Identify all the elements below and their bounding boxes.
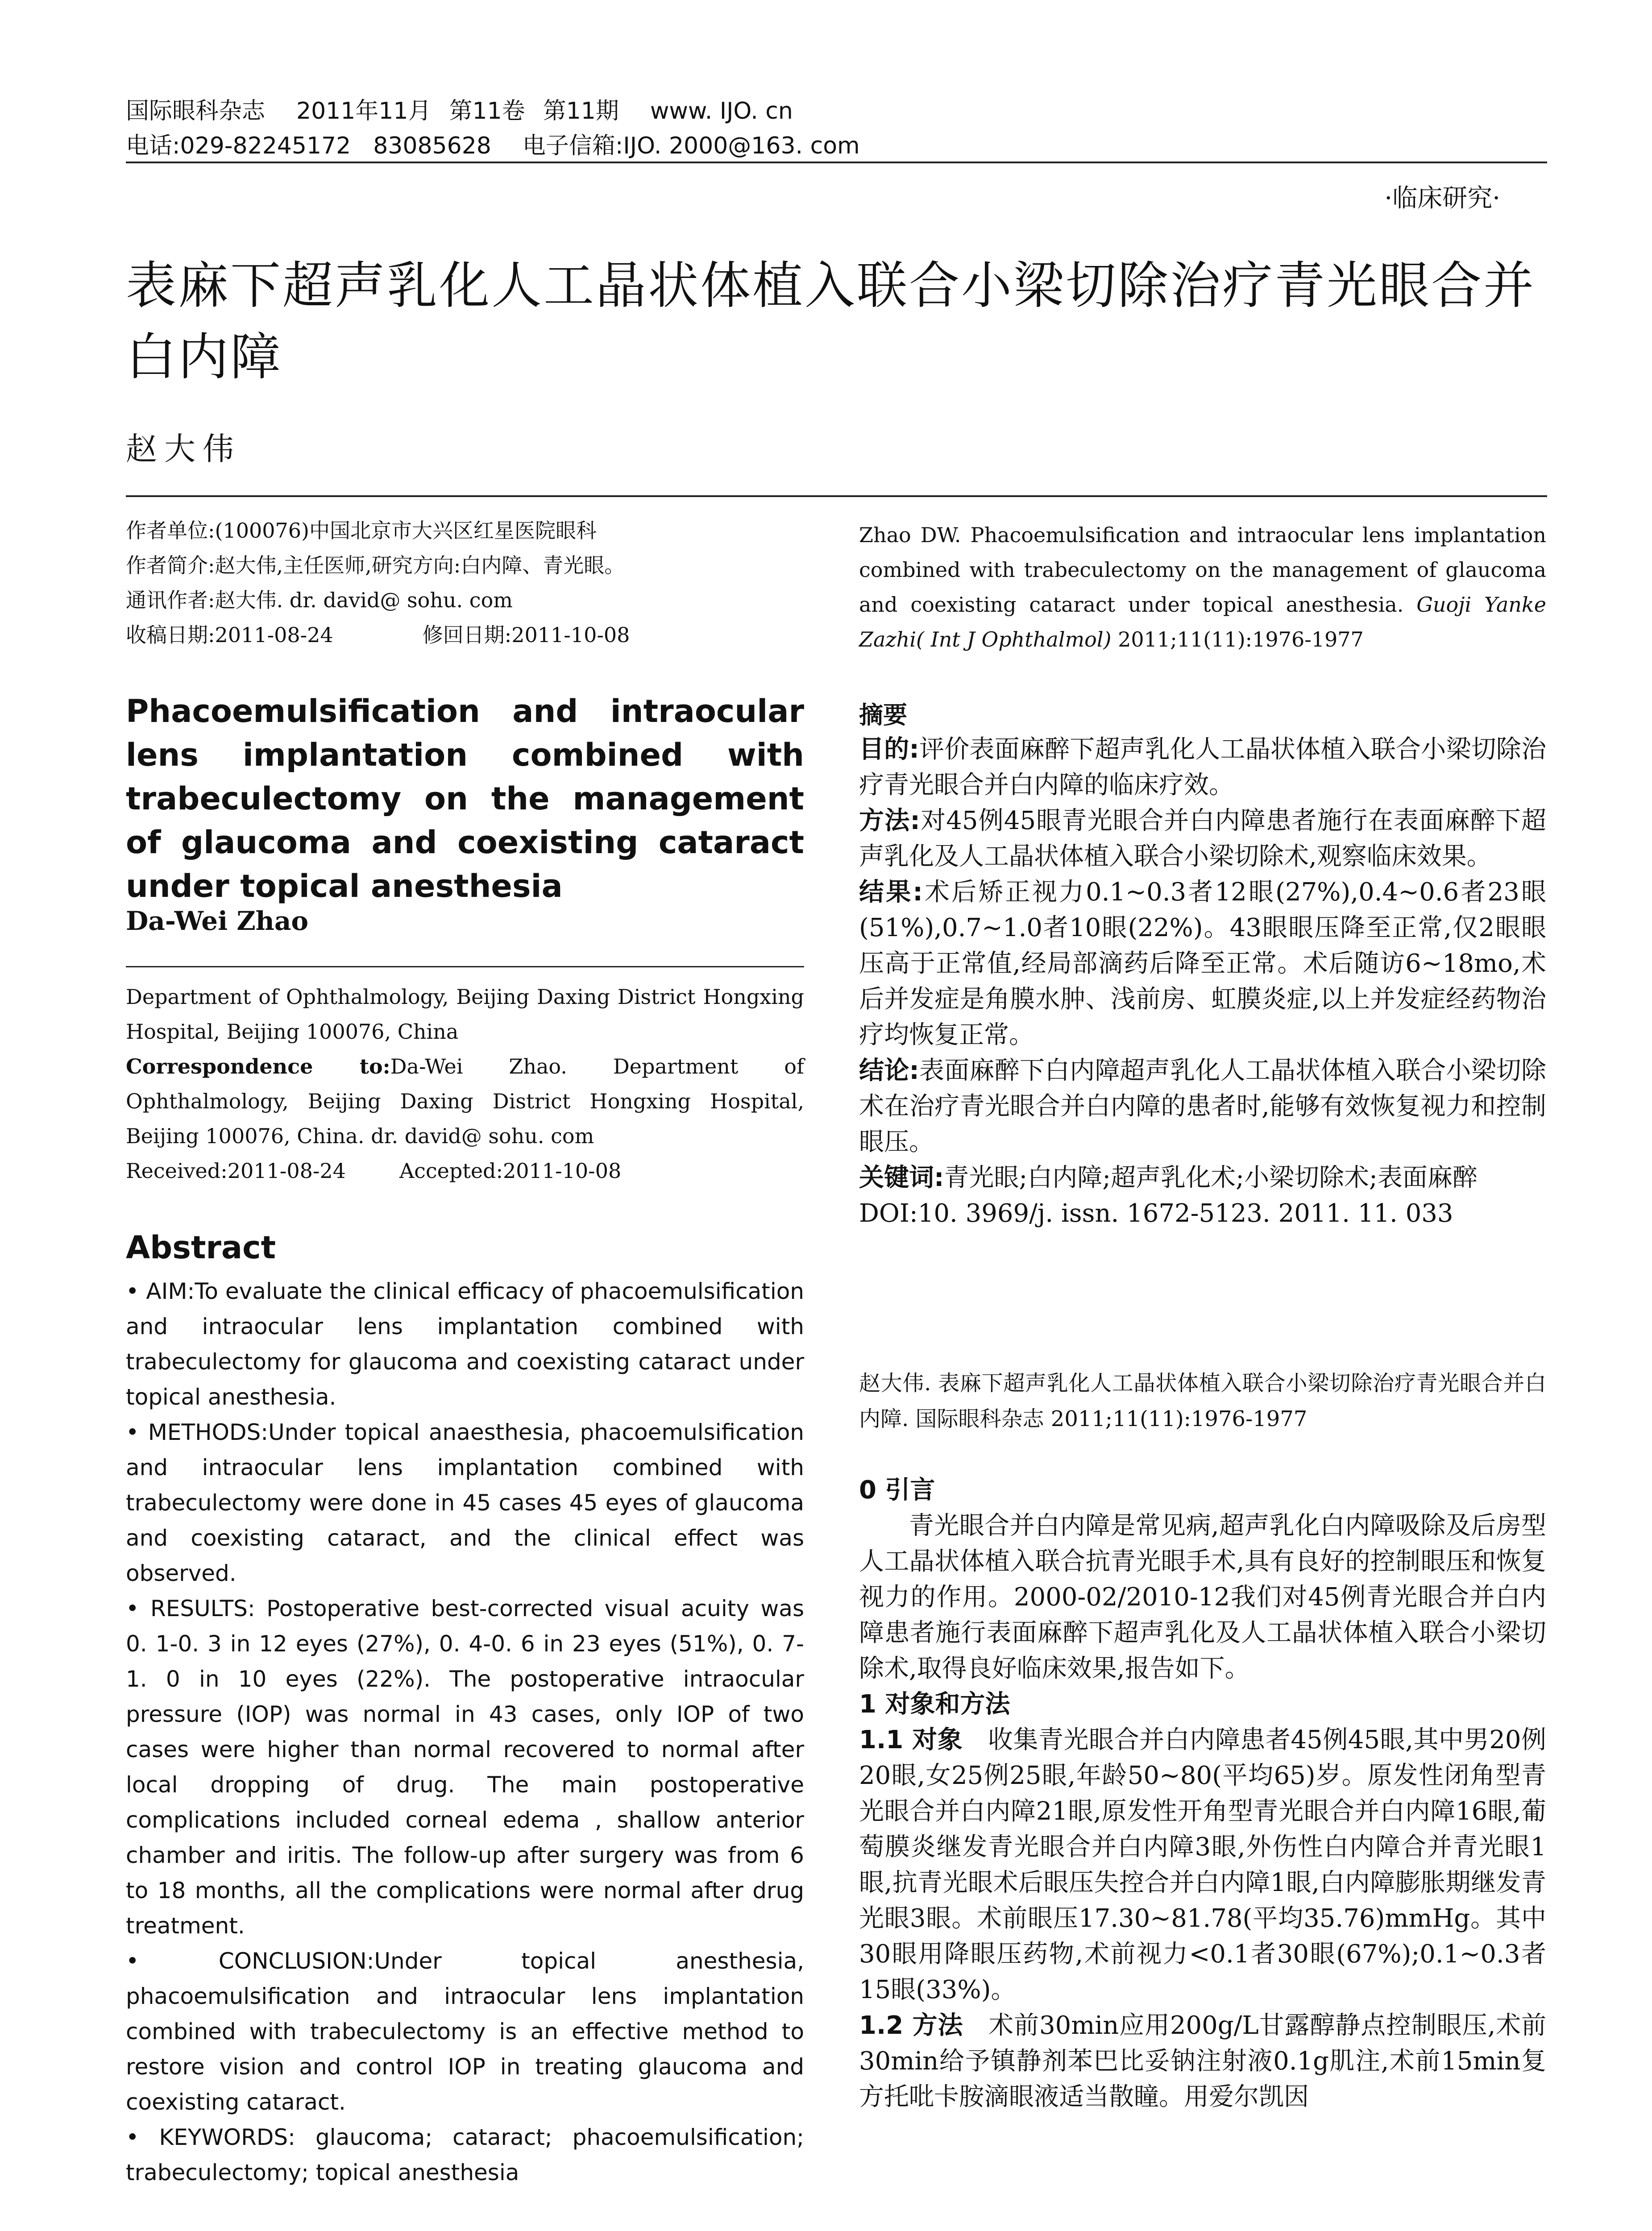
aim-cn-label: 目的: [859, 735, 919, 764]
results-cn-label: 结果: [859, 878, 923, 907]
received-date-cn: 收稿日期:2011-08-24 [126, 623, 333, 647]
citation-en-text: Zhao DW. Phacoemulsification and intraocular lens implantation combined with trabeculectomy on the management of glaucoma and coexisting cataract under topical anesthesia. [859, 523, 1546, 617]
author-info [126, 513, 804, 652]
section-1-1-text: 收集青光眼合并白内障患者45例45眼,其中男20例20眼,女25例25眼,年龄50~80(平均65)岁。原发性闭角型青光眼合并白内障21眼,原发性开角型青光眼合并白内障16眼,葡萄膜炎继发青光眼合并白内障3眼,外伤性白内障合并青光眼1眼,抗青光眼术后眼压失控合并白内障1眼,白内障膨胀期继发青光眼3眼。术前眼压17.30~81.78(平均35.76)mmHg。其中30眼用降眼压药物,术前视力<0.1者30眼(67%);0.1~0.3者15眼(33%)。 [859, 1725, 1547, 2004]
correspondence-label: Correspondence to: [126, 1054, 390, 1078]
keywords-cn-label: 关键词: [859, 1163, 944, 1192]
conclusion-cn: 表面麻醉下白内障超声乳化人工晶状体植入联合小梁切除术在治疗青光眼合并白内障的患者时,能够有效恢复视力和控制眼压。 [859, 1056, 1546, 1157]
conclusion-cn-label: 结论: [859, 1056, 919, 1085]
received-date-en: Received:2011-08-24 [126, 1159, 346, 1183]
section-1-2-text: 术前30min应用200g/L甘露醇静点控制眼压,术前30min给予镇静剂苯巴比妥钠注射液0.1g肌注,术前15min复方托吡卡胺滴眼液适当散瞳。用爱尔凯因 [859, 2011, 1546, 2111]
running-head [126, 94, 860, 163]
methods-cn: 对45例45眼青光眼合并白内障患者施行在表面麻醉下超声乳化及人工晶状体植入联合小梁切除术,观察临床效果。 [859, 806, 1546, 871]
doi[interactable]: DOI:10. 3969/j. issn. 1672-5123. 2011. 11. 033 [859, 1199, 1453, 1228]
abstract-en [126, 1274, 804, 2190]
abstract-keywords: • KEYWORDS: glaucoma; cataract; phacoemulsification; trabeculectomy; topical anesthesia [126, 2124, 804, 2185]
website-link[interactable]: www. IJO. cn [650, 98, 793, 124]
author-unit: 作者单位:(100076)中国北京市大兴区红星医院眼科 [126, 518, 597, 543]
issue-date: 2011年11月 [296, 98, 432, 124]
abstract-cn [859, 732, 1546, 1232]
section-label: ·临床研究· [1384, 184, 1500, 213]
affiliation [126, 979, 804, 1188]
title-rule [126, 495, 1547, 497]
methods-cn-label: 方法: [859, 806, 920, 835]
intro-heading: 0 引言 [859, 1476, 935, 1505]
correspondence-text: Da-Wei Zhao. Department of Ophthalmology, Beijing Daxing District Hongxing Hospital, Beijing 100076, China. dr. david@ sohu. com [126, 1054, 804, 1148]
citation-en-journal: Guoji Yanke Zazhi( Int J Ophthalmol) [859, 593, 1547, 651]
issue: 第11期 [543, 98, 619, 124]
revised-date-cn: 修回日期:2011-10-08 [422, 623, 630, 647]
phone-2: 83085628 [373, 133, 491, 159]
abstract-methods: • METHODS:Under topical anaesthesia, phacoemulsification and intraocular lens implantation combined with trabeculectomy were done in 45 cases 45 eyes of glaucoma and coexisting cataract, and the clinical effect was observed. [126, 1419, 804, 1586]
affiliation-rule [126, 966, 804, 967]
title-cn: 表麻下超声乳化人工晶状体植入联合小梁切除治疗青光眼合并白内障 [126, 256, 1536, 386]
header-rule [126, 162, 1547, 163]
abstract-heading: Abstract [126, 1229, 276, 1266]
abstract-results: • RESULTS: Postoperative best-corrected visual acuity was 0. 1-0. 3 in 12 eyes (27%), 0. 4-0. 6 in 23 eyes (51%), 0. 7-1. 0 in 10 eyes (22%). The postoperative intraocular pressure (IOP) was normal in 43 cases, only IOP of two cases were higher than normal recovered to normal after local dropping of drug. The main postoperative complications included corneal edema , shallow anterior chamber and iritis. The follow-up after surgery was from 6 to 18 months, all the complications were normal after drug treatment. [126, 1596, 804, 1939]
citation-en [859, 518, 1546, 657]
department: Department of Ophthalmology, Beijing Daxing District Hongxing Hospital, Beijing 100076, China [126, 985, 804, 1044]
section-1-heading: 1 对象和方法 [859, 1690, 1010, 1719]
aim-cn: 评价表面麻醉下超声乳化人工晶状体植入联合小梁切除治疗青光眼合并白内障的临床疗效。 [859, 735, 1546, 800]
section-1-1-label: 1.1 对象 [859, 1725, 963, 1754]
abstract-cn-heading: 摘要 [859, 701, 907, 729]
results-cn: 术后矫正视力0.1~0.3者12眼(27%),0.4~0.6者23眼(51%),0.7~1.0者10眼(22%)。43眼眼压降至正常,仅2眼眼压高于正常值,经局部滴药后降至正常。术后随访6~18mo,术后并发症是角膜水肿、浅前房、虹膜炎症,以上并发症经药物治疗均恢复正常。 [859, 878, 1546, 1049]
running-head-line1 [126, 94, 860, 129]
citation-cn: 赵大伟. 表麻下超声乳化人工晶状体植入联合小梁切除治疗青光眼合并白内障. 国际眼科杂志 2011;11(11):1976-1977 [859, 1371, 1546, 1431]
citation-en-ref: 2011;11(11):1976-1977 [1118, 627, 1364, 651]
section-1-2-label: 1.2 方法 [859, 2011, 963, 2040]
running-head-line2 [126, 129, 860, 163]
body-cn [859, 1472, 1546, 2115]
email[interactable]: 电子信箱:IJO. 2000@163. com [522, 133, 860, 159]
abstract-conclusion: • CONCLUSION:Under topical anesthesia, phacoemulsification and intraocular lens implantation combined with trabeculectomy is an effective method to restore vision and control IOP in treating glaucoma and coexisting cataract. [126, 1948, 804, 2115]
phone: 电话:029-82245172 [126, 133, 351, 159]
keywords-cn: 青光眼;白内障;超声乳化术;小梁切除术;表面麻醉 [944, 1163, 1478, 1192]
intro-paragraph: 青光眼合并白内障是常见病,超声乳化白内障吸除及后房型人工晶状体植入联合抗青光眼手术,具有良好的控制眼压和恢复视力的作用。2000-02/2010-12我们对45例青光眼合并白内障患者施行表面麻醉下超声乳化及人工晶状体植入联合小梁切除术,取得良好临床效果,报告如下。 [859, 1511, 1546, 1683]
corresponding-author: 通讯作者:赵大伟. dr. david@ sohu. com [126, 588, 513, 612]
author-bio: 作者简介:赵大伟,主任医师,研究方向:白内障、青光眼。 [126, 553, 625, 577]
title-en: Phacoemulsification and intraocular lens implantation combined with trabeculectomy on the management of glaucoma and coexisting cataract under topical anesthesia [126, 693, 804, 904]
journal-name: 国际眼科杂志 [126, 98, 266, 124]
abstract-aim: • AIM:To evaluate the clinical efficacy of phacoemulsification and intraocular lens implantation combined with trabeculectomy for glaucoma and coexisting cataract under topical anesthesia. [126, 1278, 804, 1410]
accepted-date-en: Accepted:2011-10-08 [399, 1159, 622, 1183]
author-cn: 赵大伟 [126, 431, 241, 467]
author-en: Da-Wei Zhao [126, 906, 309, 936]
volume: 第11卷 [449, 98, 525, 124]
